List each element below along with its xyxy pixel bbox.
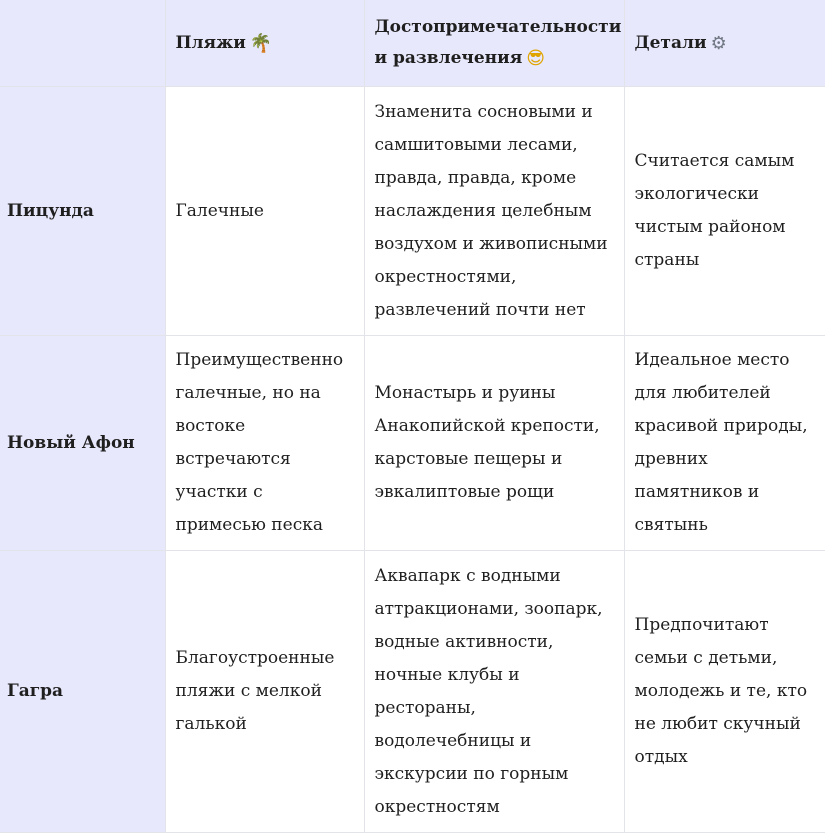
header-attractions-label: Достопримечательности и развлечения <box>374 17 622 68</box>
table-header-row <box>0 0 825 87</box>
table-row <box>0 87 825 336</box>
details-cell: Предпочитают семьи с детьми, молодежь и те, кто не любит скучный отдых <box>624 551 825 833</box>
header-details-label: Детали <box>634 32 707 53</box>
beaches-cell: Благоустроенные пляжи с мелкой галькой <box>165 551 364 833</box>
beaches-cell: Галечные <box>165 87 364 336</box>
gear-icon: ⚙ <box>710 32 727 54</box>
attractions-cell: Знаменита сосновыми и самшитовыми лесами, правда, правда, кроме наслаждения целебным воздухом и живописными окрестностями, развлечений почти нет <box>364 87 624 336</box>
attractions-cell: Монастырь и руины Анакопийской крепости, карстовые пещеры и эвкалиптовые рощи <box>364 336 624 551</box>
table-row <box>0 336 825 551</box>
resort-name: Гагра <box>0 551 165 833</box>
header-beaches <box>165 0 364 87</box>
header-attractions <box>364 0 624 87</box>
details-cell: Идеальное место для любителей красивой природы, древних памятников и святынь <box>624 336 825 551</box>
palm-tree-icon: 🌴 <box>249 32 273 54</box>
resort-name: Пицунда <box>0 87 165 336</box>
header-details <box>624 0 825 87</box>
table-row <box>0 551 825 833</box>
header-empty-cell <box>0 0 165 87</box>
header-beaches-label: Пляжи <box>175 32 246 53</box>
sunglasses-face-icon: 😎 <box>526 48 546 69</box>
beaches-cell: Преимущественно галечные, но на востоке встречаются участки с примесью песка <box>165 336 364 551</box>
attractions-cell: Аквапарк с водными аттракционами, зоопарк, водные активности, ночные клубы и рестораны, водолечебницы и экскурсии по горным окрестностям <box>364 551 624 833</box>
resort-name: Новый Афон <box>0 336 165 551</box>
details-cell: Считается самым экологически чистым районом страны <box>624 87 825 336</box>
